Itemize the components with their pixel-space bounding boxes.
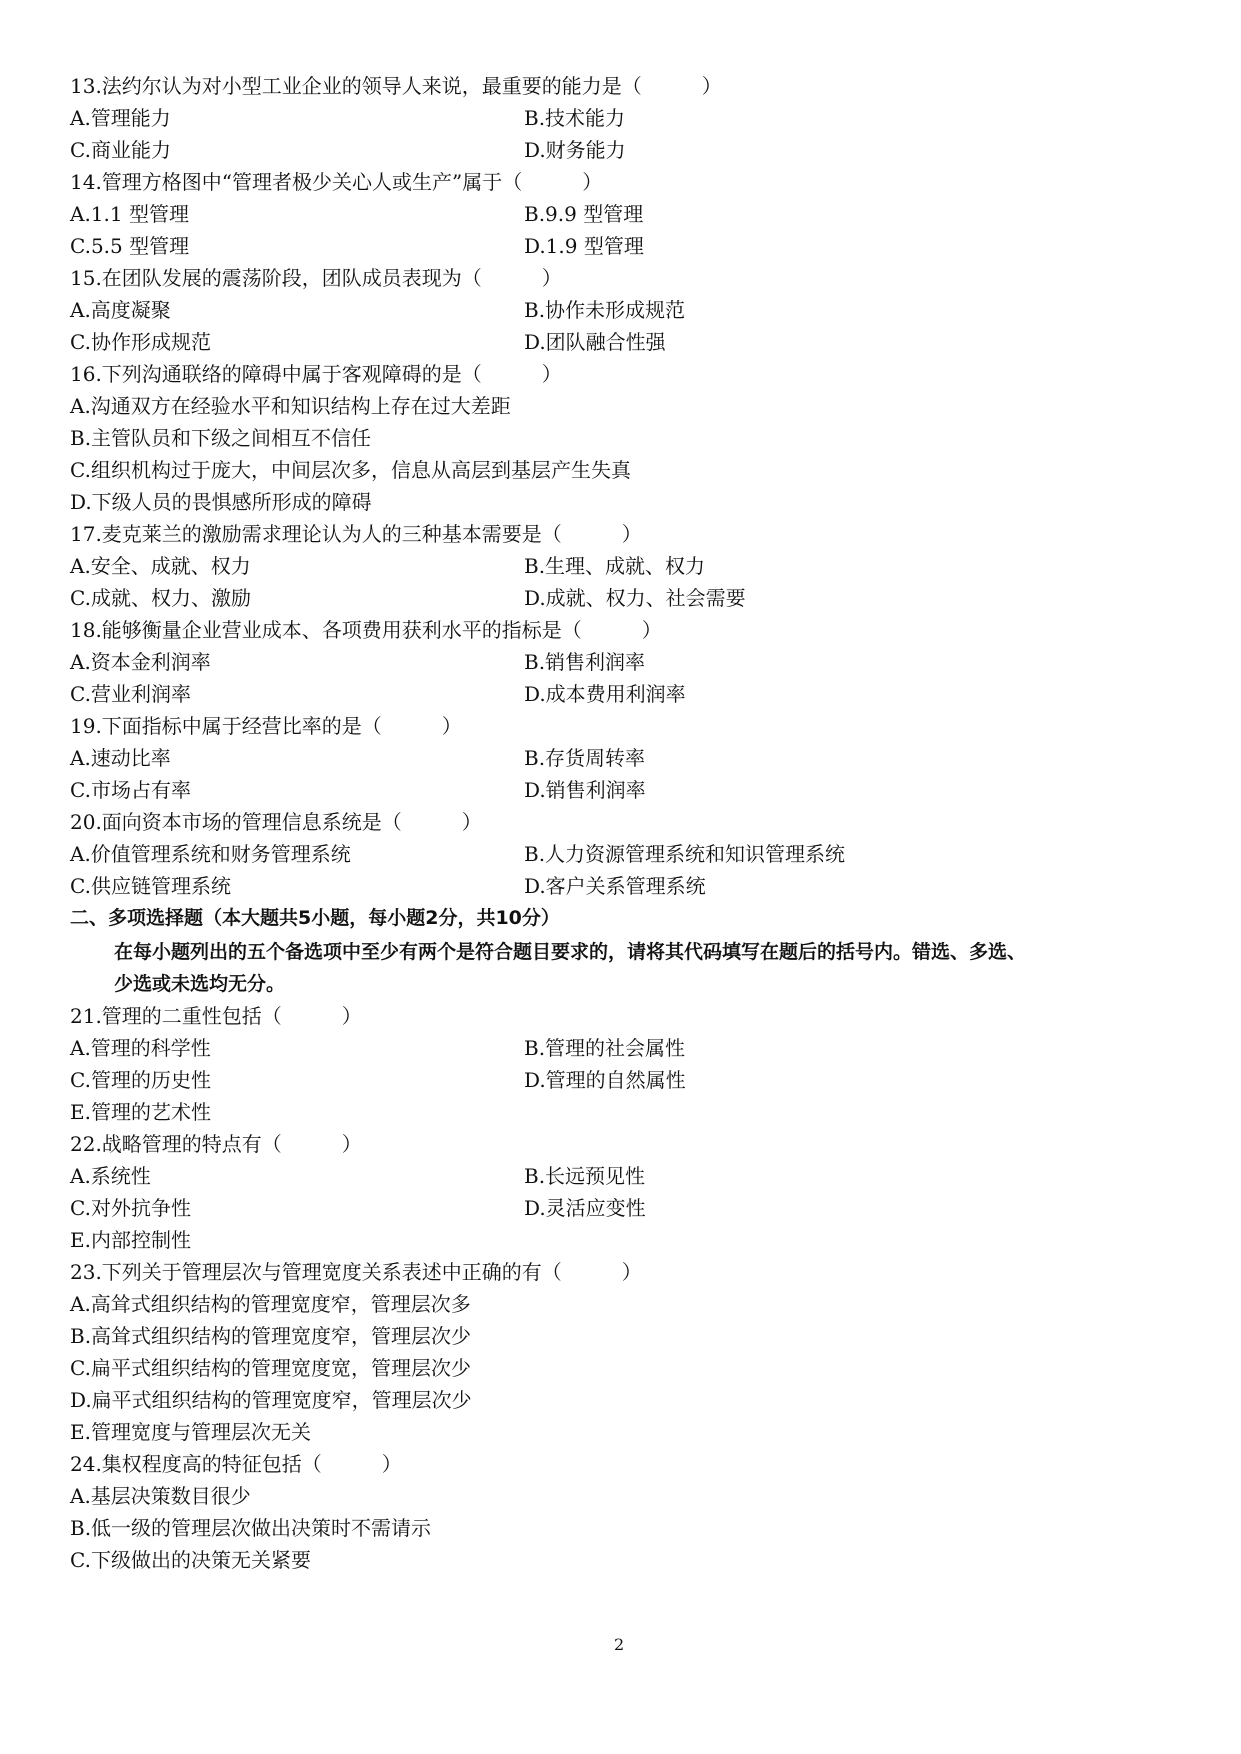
option-18-a: A.资本金利润率 — [70, 650, 211, 674]
option-17-d: D.成就、权力、社会需要 — [524, 586, 746, 610]
option-21-a: A.管理的科学性 — [70, 1036, 211, 1060]
option-24-c: C.下级做出的决策无关紧要 — [70, 1548, 311, 1572]
question-23: 23.下列关于管理层次与管理宽度关系表述中正确的有（ ） — [70, 1260, 642, 1284]
question-19: 19.下面指标中属于经营比率的是（ ） — [70, 714, 462, 738]
option-14-c: C.5.5 型管理 — [70, 234, 190, 258]
question-22: 22.战略管理的特点有（ ） — [70, 1132, 362, 1156]
option-17-b: B.生理、成就、权力 — [524, 554, 706, 578]
question-13: 13.法约尔认为对小型工业企业的领导人来说，最重要的能力是（ ） — [70, 74, 722, 98]
option-20-b: B.人力资源管理系统和知识管理系统 — [524, 842, 846, 866]
option-18-c: C.营业利润率 — [70, 682, 191, 706]
option-19-c: C.市场占有率 — [70, 778, 191, 802]
option-20-c: C.供应链管理系统 — [70, 874, 231, 898]
option-19-d: D.销售利润率 — [524, 778, 646, 802]
option-22-d: D.灵活应变性 — [524, 1196, 646, 1220]
option-21-e: E.管理的艺术性 — [70, 1100, 211, 1124]
option-23-d: D.扁平式组织结构的管理宽度窄，管理层次少 — [70, 1388, 472, 1412]
option-22-b: B.长远预见性 — [524, 1164, 646, 1188]
option-22-a: A.系统性 — [70, 1164, 151, 1188]
option-16-d: D.下级人员的畏惧感所形成的障碍 — [70, 490, 372, 514]
option-23-e: E.管理宽度与管理层次无关 — [70, 1420, 311, 1444]
option-17-c: C.成就、权力、激励 — [70, 586, 251, 610]
option-14-a: A.1.1 型管理 — [70, 202, 189, 226]
option-13-b: B.技术能力 — [524, 106, 626, 130]
option-16-a: A.沟通双方在经验水平和知识结构上存在过大差距 — [70, 394, 511, 418]
option-17-a: A.安全、成就、权力 — [70, 554, 251, 578]
option-23-a: A.高耸式组织结构的管理宽度窄，管理层次多 — [70, 1292, 471, 1316]
option-19-b: B.存货周转率 — [524, 746, 646, 770]
option-15-d: D.团队融合性强 — [524, 330, 666, 354]
section-instruction-line2: 少选或未选均无分。 — [114, 973, 286, 995]
option-23-b: B.高耸式组织结构的管理宽度窄，管理层次少 — [70, 1324, 472, 1348]
option-13-a: A.管理能力 — [70, 106, 171, 130]
option-16-b: B.主管队员和下级之间相互不信任 — [70, 426, 372, 450]
section-instruction-line1: 在每小题列出的五个备选项中至少有两个是符合题目要求的，请将其代码填写在题后的括号内。错选、多选、 — [114, 941, 1027, 963]
option-14-b: B.9.9 型管理 — [524, 202, 644, 226]
question-18: 18.能够衡量企业营业成本、各项费用获利水平的指标是（ ） — [70, 618, 662, 642]
question-16: 16.下列沟通联络的障碍中属于客观障碍的是（ ） — [70, 362, 562, 386]
question-20: 20.面向资本市场的管理信息系统是（ ） — [70, 810, 482, 834]
option-15-c: C.协作形成规范 — [70, 330, 211, 354]
option-13-c: C.商业能力 — [70, 138, 171, 162]
option-20-d: D.客户关系管理系统 — [524, 874, 706, 898]
option-22-c: C.对外抗争性 — [70, 1196, 191, 1220]
question-21: 21.管理的二重性包括（ ） — [70, 1004, 362, 1028]
section-title: 二、多项选择题（本大题共5小题，每小题2分，共10分） — [70, 907, 560, 929]
option-20-a: A.价值管理系统和财务管理系统 — [70, 842, 351, 866]
question-24: 24.集权程度高的特征包括（ ） — [70, 1452, 402, 1476]
question-17: 17.麦克莱兰的激励需求理论认为人的三种基本需要是（ ） — [70, 522, 642, 546]
option-23-c: C.扁平式组织结构的管理宽度宽，管理层次少 — [70, 1356, 471, 1380]
question-15: 15.在团队发展的震荡阶段，团队成员表现为（ ） — [70, 266, 562, 290]
option-22-e: E.内部控制性 — [70, 1228, 191, 1252]
option-16-c: C.组织机构过于庞大，中间层次多，信息从高层到基层产生失真 — [70, 458, 631, 482]
option-24-a: A.基层决策数目很少 — [70, 1484, 251, 1508]
question-14: 14.管理方格图中“管理者极少关心人或生产”属于（ ） — [70, 170, 603, 194]
option-13-d: D.财务能力 — [524, 138, 626, 162]
option-18-d: D.成本费用利润率 — [524, 682, 686, 706]
option-21-b: B.管理的社会属性 — [524, 1036, 686, 1060]
option-18-b: B.销售利润率 — [524, 650, 646, 674]
option-15-a: A.高度凝聚 — [70, 298, 171, 322]
option-15-b: B.协作未形成规范 — [524, 298, 686, 322]
page-number: 2 — [614, 1635, 625, 1654]
option-14-d: D.1.9 型管理 — [524, 234, 644, 258]
option-24-b: B.低一级的管理层次做出决策时不需请示 — [70, 1516, 432, 1540]
option-21-d: D.管理的自然属性 — [524, 1068, 686, 1092]
option-19-a: A.速动比率 — [70, 746, 171, 770]
option-21-c: C.管理的历史性 — [70, 1068, 211, 1092]
